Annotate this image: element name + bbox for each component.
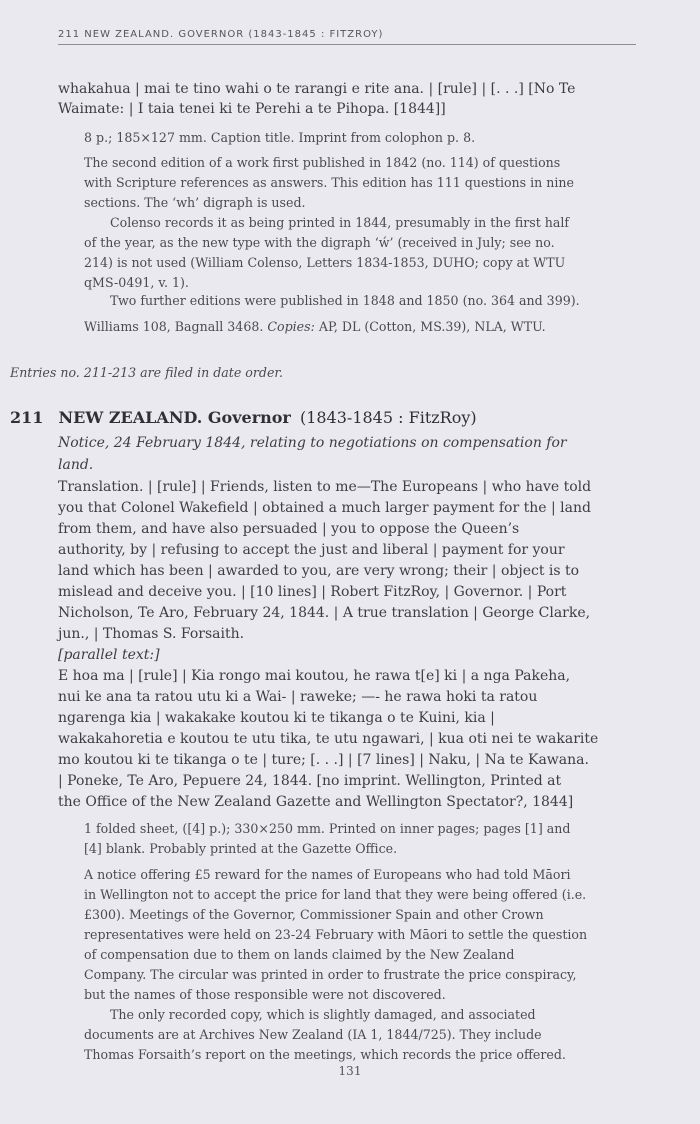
maori-text-line: E hoa ma | [rule] | Kia rongo mai koutou, he rawa t[e] ki | a nga Pakeha, <box>58 668 571 684</box>
maori-text-line: nui ke ana ta ratou utu ki a Wai- | raweke; —- he rawa hoki ta ratou <box>58 689 538 705</box>
prev-note-line: Two further editions were published in 1848 and 1850 (no. 364 and 399). <box>110 293 580 308</box>
translation-line: authority, by | refusing to accept the just and liberal | payment for your <box>58 542 565 558</box>
prev-references-text: Williams 108, Bagnall 3468. <box>84 319 264 334</box>
filing-note: Entries no. 211-213 are filed in date order. <box>10 365 284 380</box>
running-head: 211 NEW ZEALAND. GOVERNOR (1843-1845 : FITZROY) <box>58 29 384 40</box>
entry-note-line: A notice offering £5 reward for the names of Europeans who had told Māori <box>84 867 571 882</box>
maori-text-line: ngarenga kia | wakakake koutou ki te tikanga o te Kuini, kia | <box>58 710 495 726</box>
header-rule <box>58 44 636 45</box>
translation-line: Nicholson, Te Aro, February 24, 1844. | A true translation | George Clarke, <box>58 605 591 621</box>
translation-line: Translation. | [rule] | Friends, listen to me—The Europeans | who have told <box>58 479 592 495</box>
prev-references <box>84 317 546 337</box>
entry-number: 211 <box>10 408 44 427</box>
maori-text-line: wakakahoretia e koutou te utu tika, te utu ngawari, | kua oti nei te wakarite <box>58 731 599 747</box>
entry-title-line: Notice, 24 February 1844, relating to negotiations on compensation for <box>58 435 567 451</box>
translation-line: you that Colonel Wakefield | obtained a much larger payment for the | land <box>58 500 591 516</box>
prev-note-line: with Scripture references as answers. This edition has 111 questions in nine <box>84 175 574 190</box>
prev-note-line: of the year, as the new type with the digraph ‘ẃ’ (received in July; see no. <box>84 235 555 250</box>
prev-transcription-line-2: Waimate: | I taia tenei ki te Perehi a te Pihopa. [1844]] <box>58 101 446 117</box>
prev-note-line: The second edition of a work first published in 1842 (no. 114) of questions <box>84 155 561 170</box>
entry-heading: NEW ZEALAND. Governor <box>58 408 291 427</box>
translation-line: jun., | Thomas S. Forsaith. <box>58 626 245 642</box>
prev-note-line: Colenso records it as being printed in 1844, presumably in the first half <box>110 215 570 230</box>
prev-copies: AP, DL (Cotton, MS.39), NLA, WTU. <box>318 319 546 334</box>
prev-note-line: sections. The ‘wh’ digraph is used. <box>84 195 306 210</box>
prev-note-line: qMS-0491, v. 1). <box>84 275 189 290</box>
entry-note-line: Company. The circular was printed in order to frustrate the price conspiracy, <box>84 967 577 982</box>
translation-line: land which has been | awarded to you, are very wrong; their | object is to <box>58 563 580 579</box>
parallel-text-label: [parallel text:] <box>58 647 160 663</box>
maori-text-line: mo koutou ki te tikanga o te | ture; [. . .] | [7 lines] | Naku, | Na te Kawana. <box>58 752 589 768</box>
entry-heading-line <box>10 408 477 428</box>
prev-copies-label: Copies: <box>267 319 315 334</box>
entry-note-line: in Wellington not to accept the price for land that they were being offered (i.e. <box>84 887 587 902</box>
prev-physical-description: 8 p.; 185×127 mm. Caption title. Imprint from colophon p. 8. <box>84 130 476 145</box>
entry-title-line: land. <box>58 457 94 473</box>
translation-line: from them, and have also persuaded | you to oppose the Queen’s <box>58 521 520 537</box>
prev-transcription-line-1: whakahua | mai te tino wahi o te rarangi e rite ana. | [rule] | [. . .] [No Te <box>58 81 576 97</box>
maori-text-line: the Office of the New Zealand Gazette and Wellington Spectator?, 1844] <box>58 794 574 810</box>
entry-note-line: of compensation due to them on lands claimed by the New Zealand <box>84 947 515 962</box>
entry-note-line: Thomas Forsaith’s report on the meetings, which records the price offered. <box>84 1047 566 1062</box>
translation-line: mislead and deceive you. | [10 lines] | Robert FitzRoy, | Governor. | Port <box>58 584 567 600</box>
entry-note-line: The only recorded copy, which is slightly damaged, and associated <box>110 1007 536 1022</box>
maori-text-line: | Poneke, Te Aro, Pepuere 24, 1844. [no imprint. Wellington, Printed at <box>58 773 562 789</box>
entry-note-line: but the names of those responsible were not discovered. <box>84 987 446 1002</box>
entry-dates: (1843-1845 : FitzRoy) <box>299 408 477 427</box>
entry-note-line: £300). Meetings of the Governor, Commissioner Spain and other Crown <box>84 907 544 922</box>
prev-note-line: 214) is not used (William Colenso, Letters 1834-1853, DUHO; copy at WTU <box>84 255 566 270</box>
entry-physical-line: 1 folded sheet, ([4] p.); 330×250 mm. Printed on inner pages; pages [1] and <box>84 821 571 836</box>
entry-note-line: representatives were held on 23-24 February with Māori to settle the question <box>84 927 588 942</box>
entry-physical-line: [4] blank. Probably printed at the Gazette Office. <box>84 841 398 856</box>
page-number: 131 <box>338 1064 362 1078</box>
entry-note-line: documents are at Archives New Zealand (IA 1, 1844/725). They include <box>84 1027 542 1042</box>
